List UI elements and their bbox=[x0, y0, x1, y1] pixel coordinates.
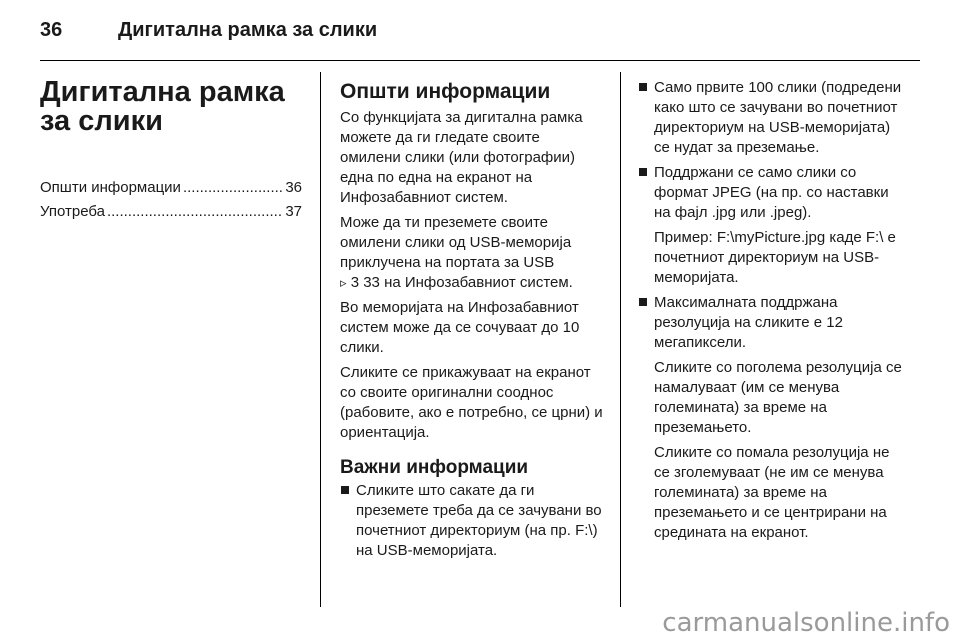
watermark: carmanualsonline.info bbox=[662, 608, 950, 638]
paragraph-download bbox=[340, 213, 604, 293]
page-reference-arrow-icon: ▹ bbox=[340, 275, 347, 290]
list-item bbox=[638, 163, 904, 223]
toc-page-number: 36 bbox=[285, 179, 302, 196]
header-rule bbox=[40, 60, 920, 61]
right-column bbox=[638, 68, 904, 548]
list-item-text: Сликите што сакате да ги преземете треба да се зачувани во почетниот директориум (на пр. F:\) на USB-меморијата. bbox=[356, 482, 602, 559]
paragraph-text: 33 на Инфозабавниот систем. bbox=[363, 274, 573, 291]
list-item bbox=[638, 78, 904, 158]
chapter-title: Дигитална рамка за слики bbox=[40, 76, 285, 137]
page-reference-number[interactable]: 3 bbox=[350, 274, 360, 291]
toc-page-number: 37 bbox=[285, 203, 302, 220]
toc-entry-general-info[interactable] bbox=[40, 176, 302, 200]
paragraph-memory: Во меморијата на Инфозабавниот систем може да се сочуваат до 10 слики. bbox=[340, 299, 580, 356]
list-item-note: Сликите со поголема резолуција се намалуваат (им се менува големината) за време на преземањето. bbox=[654, 359, 902, 436]
paragraph-text: Може да ти преземете своите омилени слики од USB-меморија приклучена на портата за USB bbox=[340, 214, 572, 271]
list-item bbox=[340, 481, 604, 561]
paragraph-intro: Со функцијата за дигитална рамка можете да ги гледате своите омилени слики (или фотографии) една по една на екранот на Инфозабавниот систем. bbox=[340, 109, 583, 206]
list-item-text: Само првите 100 слики (подредени како што се зачувани во почетниот директориум на USB-меморијата) се нудат за преземање. bbox=[654, 79, 902, 156]
toc-leader-dots bbox=[107, 200, 283, 224]
list-item-text: Поддржани се само слики со формат JPEG (на пр. со наставки на фајл .jpg или .jpeg). bbox=[654, 164, 889, 221]
toc-label: Употреба bbox=[40, 203, 105, 220]
paragraph-display: Сликите се прикажуваат на екранот со своите оригинални сооднос (рабовите, ако е потребно, се црни) и ориентација. bbox=[340, 364, 603, 441]
list-item-note: Пример: F:\myPicture.jpg каде F:\ е почетниот директориум на USB-меморијата. bbox=[654, 229, 896, 286]
page-number: 36 bbox=[40, 19, 63, 41]
header-title: Дигитална рамка за слики bbox=[118, 19, 378, 41]
bullet-square-icon bbox=[639, 168, 647, 176]
section-heading: Општи информации bbox=[340, 80, 551, 103]
left-column bbox=[40, 68, 302, 224]
subsection-heading: Важни информации bbox=[340, 457, 529, 478]
list-item-text: Максималната поддржана резолуција на сликите е 12 мегапиксели. bbox=[654, 294, 843, 351]
column-divider-right bbox=[620, 72, 621, 607]
bullet-square-icon bbox=[639, 83, 647, 91]
toc-entry-usage[interactable] bbox=[40, 200, 302, 224]
list-item-note: Сликите со помала резолуција не се зголемуваат (не им се менува големината) за време на преземањето и се центрирани на средината на екранот. bbox=[654, 444, 890, 541]
column-divider-left bbox=[320, 72, 321, 607]
toc-label: Општи информации bbox=[40, 179, 181, 196]
list-item bbox=[638, 293, 904, 353]
middle-column bbox=[340, 68, 604, 566]
toc-leader-dots bbox=[183, 176, 283, 200]
page-header bbox=[40, 14, 920, 46]
bullet-square-icon bbox=[341, 486, 349, 494]
bullet-square-icon bbox=[639, 298, 647, 306]
